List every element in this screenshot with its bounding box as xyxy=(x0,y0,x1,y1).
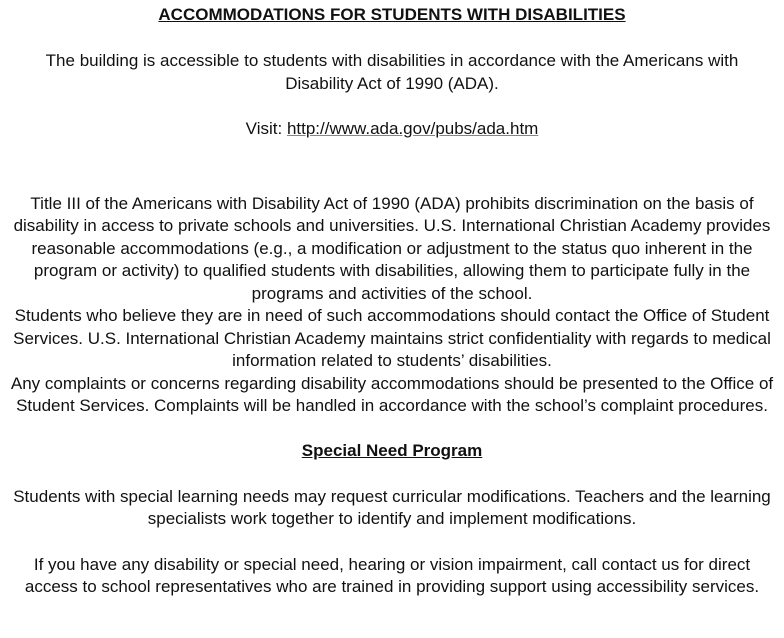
contact-paragraph: If you have any disability or special need, hearing or vision impairment, call contact us for direct access to school representatives who are trained in providing support using accessibility services. xyxy=(24,554,760,596)
title-iii-paragraph: Title III of the Americans with Disability Act of 1990 (ADA) prohibits discrimination on the basis of disability in access to private schools and universities. U.S. International Christian Academy provides reasonable accommodations (e.g., a modification or adjustment to the status quo inherent in the program or activity) to qualified students with disabilities, allowing them to participate fully in the programs and activities of the school. xyxy=(13,193,771,303)
visit-line xyxy=(10,118,774,141)
special-need-heading: Special Need Program xyxy=(301,440,483,460)
student-services-paragraph: Students who believe they are in need of such accommodations should contact the Office of Student Services. U.S. International Christian Academy maintains strict confidentiality with regards to medical information related to students’ disabilities. xyxy=(13,306,771,370)
special-needs-paragraph: Students with special learning needs may request curricular modifications. Teachers and the learning specialists work together to identify and implement modifications. xyxy=(13,486,771,528)
complaints-paragraph: Any complaints or concerns regarding disability accommodations should be presented to the Office of Student Services. Complaints will be handled in accordance with the school’s complaint procedures. xyxy=(10,373,774,415)
ada-link[interactable]: http://www.ada.gov/pubs/ada.htm xyxy=(286,119,539,138)
accessibility-intro: The building is accessible to students with disabilities in accordance with the Americans with Disability Act of 1990 (ADA). xyxy=(45,51,739,93)
visit-label: Visit: xyxy=(245,119,283,138)
page-title: ACCOMMODATIONS FOR STUDENTS WITH DISABILITIES xyxy=(158,5,626,24)
